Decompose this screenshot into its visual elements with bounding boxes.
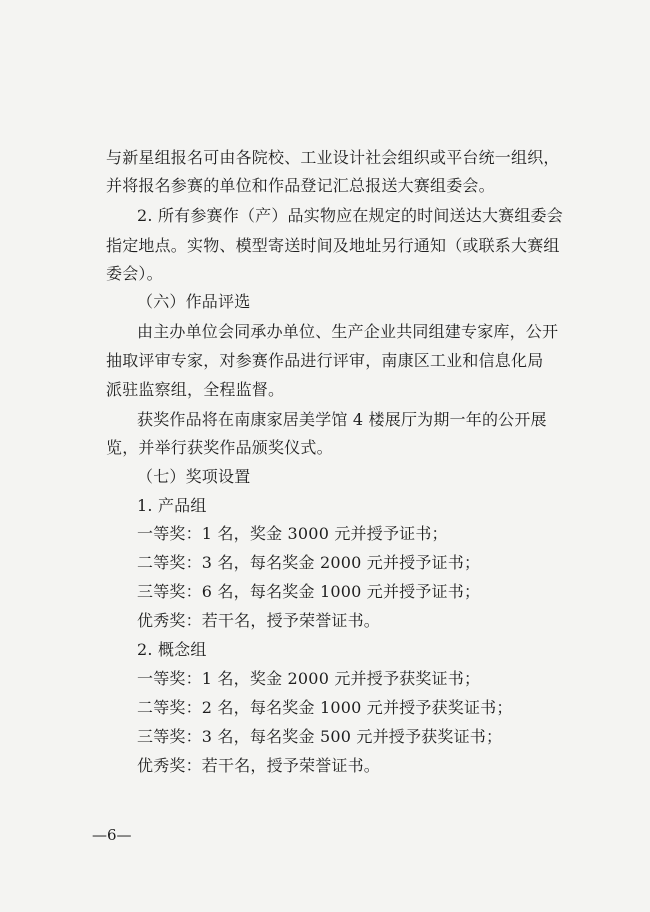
text-line: 2. 所有参赛作（产）品实物应在规定的时间送达大赛组委会 [137,206,563,225]
section-heading: （七）奖项设置 [137,467,251,486]
page-number: —6— [92,826,132,844]
award-line: 优秀奖：若干名，授予荣誉证书。 [137,756,381,775]
text-line: 由主办单位会同承办单位、生产企业共同组建专家库，公开 [137,322,559,341]
subsection-heading: 2. 概念组 [137,640,207,659]
text-line: 览，并举行获奖作品颁奖仪式。 [106,438,333,457]
award-line: 一等奖：1 名，奖金 3000 元并授予证书； [137,524,448,543]
text-line: 与新星组报名可由各院校、工业设计社会组织或平台统一组织， [106,148,560,167]
award-line: 三等奖：3 名，每名奖金 500 元并授予获奖证书； [137,727,503,746]
award-line: 二等奖：3 名，每名奖金 2000 元并授予证书； [137,553,481,572]
subsection-heading: 1. 产品组 [137,496,207,515]
text-line: 抽取评审专家，对参赛作品进行评审，南康区工业和信息化局 [106,351,544,370]
text-line: 并将报名参赛的单位和作品登记汇总报送大赛组委会。 [106,176,495,195]
award-line: 一等奖：1 名，奖金 2000 元并授予获奖证书； [137,669,481,688]
text-line: 委会）。 [106,264,163,283]
text-line: 指定地点。实物、模型寄送时间及地址另行通知（或联系大赛组 [106,236,560,255]
section-heading: （六）作品评选 [137,292,251,311]
award-line: 优秀奖：若干名，授予荣誉证书。 [137,611,381,630]
text-line: 获奖作品将在南康家居美学馆 4 楼展厅为期一年的公开展 [137,410,547,429]
award-line: 二等奖：2 名，每名奖金 1000 元并授予获奖证书； [137,698,513,717]
text-line: 派驻监察组，全程监督。 [106,380,285,399]
award-line: 三等奖：6 名，每名奖金 1000 元并授予证书； [137,582,481,601]
